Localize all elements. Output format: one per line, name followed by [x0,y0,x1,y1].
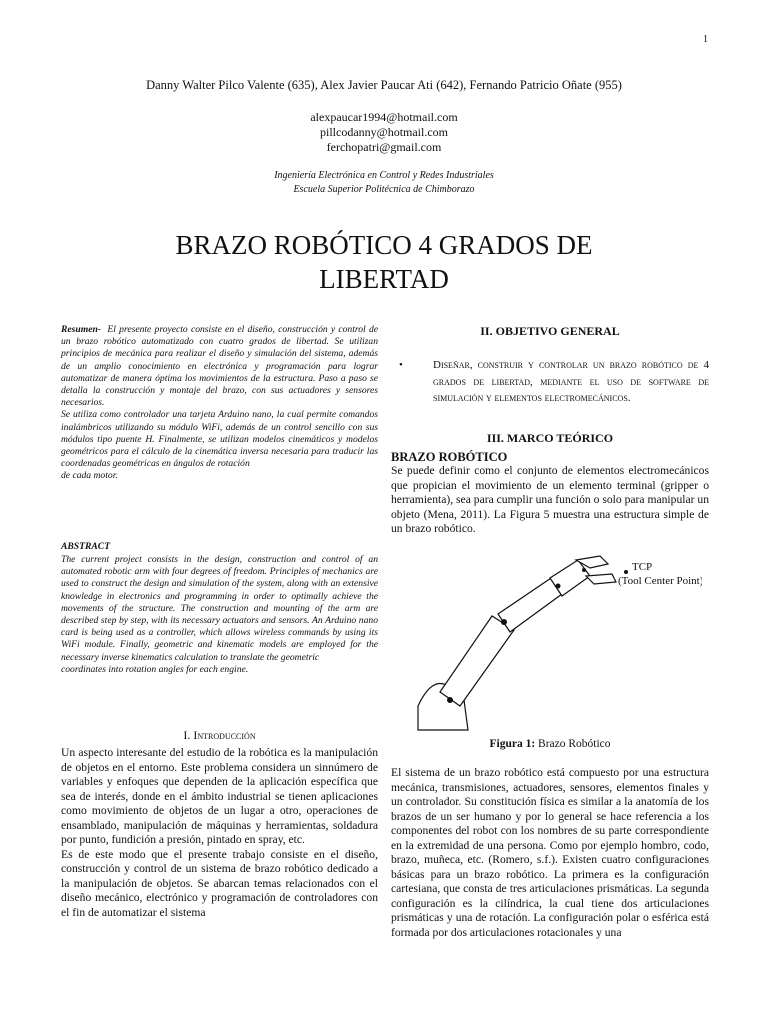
intro-body [61,746,378,920]
joint [556,584,561,589]
arm-upper-link [498,576,562,632]
authors: Danny Walter Pilco Valente (635), Alex Javier Paucar Ati (642), Fernando Patricio Oñate (955) [146,78,622,92]
right-paragraph: El sistema de un brazo robótico está compuesto por una estructura mecánica, transmisiones, actuadores, sensores, elementos finales y un controlador. Su constitución física es similar a la anatomía de los brazos de un ser humano y por lo general se hace referencia a los componentes del robot con los nombres de su parte correspondiente en la extremidad de una persona. Como por ejemplo hombro, codo, brazo, muñeca, etc. (Romero, s.f.). Existen cuatro configuraciones básicas para un brazo robótico. La primera es la configuración cartesiana, que consta de tres articulaciones prismáticas. La segunda configuración es la cilíndrica, la cual tiene dos articulaciones prismáticas y una de rotación. La configuración polar o esférica está formada por dos articulaciones rotacionales y una [391,766,709,939]
tcp-point [624,570,628,574]
email: pillcodanny@hotmail.com [319,125,449,139]
subsection-heading: BRAZO ROBÓTICO [391,450,508,464]
intro-paragraph: Es de este modo que el presente trabajo consiste en el diseño, construcción y control de un sistema de brazo robótico dedicado a la manipulación de objetos. Se abarcan temas relacionados con el diseño mecánico, electrónico y programación de controladores con el fin de automatizar el sistema [61,847,378,919]
affiliation-school: Escuela Superior Politécnica de Chimborazo [293,184,475,195]
joint [501,619,507,625]
abstract [61,554,378,676]
marco-paragraph: Se puede definir como el conjunto de elementos electromecánicos que propician el movimiento de un elemento terminal (gripper o herramienta), sea para cumplir una función o solo para manipular un objeto (Mena, 2011). La Figura 5 muestra una estructura simple de un brazo robótico. [391,464,709,535]
resumen-paragraph: El presente proyecto consiste en el diseño, construcción y control de un brazo robótico automatizado con cuatro grados de libertad. Se utilizan principios de mecánica para realizar el diseño y simulación del sistema, además de un amplio conocimiento en electrónica y programación para lograr automatizar de manera óptima los movimientos de la estructura. Paso a paso se detalla la construcción y montaje del brazo, con sus actuadores y sensores necesarios. [61,324,378,409]
title-line: LIBERTAD [319,264,449,294]
email: ferchopatri@gmail.com [326,140,442,154]
robot-arm-figure [402,552,702,742]
bullet-icon: • [399,359,403,371]
objective-bullet [399,357,709,407]
resumen-paragraph: Se utiliza como controlador una tarjeta Arduino nano, la cual permite comandos inalámbricos utilizando su módulo WiFi, además de un control sencillo con sus módulos tipo puente H. Finalmente, se utilizan modelos cinemáticos y modelos geométricos para el cálculo de la cinemática inversa necesaria para traducir las coordenadas geométricas en ángulos de rotación [61,409,378,470]
section-heading-marco: III. MARCO TEÓRICO [486,431,614,445]
affiliation [0,169,768,197]
abstract-heading: ABSTRACT [61,541,111,552]
page-number: 1 [703,34,708,45]
resumen [61,324,378,483]
arm-lower-link [440,616,514,706]
author-emails [0,110,768,155]
section-heading-objetivo: II. OBJETIVO GENERAL [480,324,620,338]
section-number: I. [183,728,191,742]
section-title: Introducción [193,728,256,742]
affiliation-program: Ingeniería Electrónica en Control y Redes Industriales [274,170,494,181]
gripper-jaw [586,574,616,584]
abstract-paragraph: coordinates into rotation angles for each engine. [61,663,249,675]
resumen-lead: Resumen- [61,324,101,335]
resumen-paragraph: de cada motor. [61,470,118,482]
tcp-full-label: (Tool Center Point) [618,575,702,587]
paper-title [0,228,768,296]
joint [582,568,586,572]
joint [447,697,453,703]
caption-label: Figura 1: [489,738,536,750]
robot-arm-diagram [402,552,702,742]
title-line: BRAZO ROBÓTICO 4 GRADOS DE [175,230,593,260]
objective-text: Diseñar, construir y controlar un brazo robótico de 4 grados de libertad, mediante el uso de software de simulación y elementos electromecánicos. [433,359,709,404]
intro-paragraph: Un aspecto interesante del estudio de la robótica es la manipulación de objetos en el entorno. Este problema considera un sinnúmero de variables y enfoques que dependen de la aplicación específica que sea de interés, donde en el ámbito industrial se tienen aplicaciones como movimiento de objetos de un lugar a otro, operaciones de ensamblado, manipulación de máquinas y herramientas, soldadura por punto, fundición a presión, pintado en spray, etc. [61,746,378,846]
abstract-paragraph: The current project consists in the design, construction and control of an automated robotic arm with four degrees of freedom. Principles of mechanics are used to construct the design and simulation of the system, along with an extensive knowledge in electronics and programming in order to optimally achieve the movements of the structure. The construction and mounting of the arm are described step by step, with its necessary actuators and sensors. An Arduino nano card is being used as a controller, which allows wireless commands by using its WiFi module. Finally, geometric and kinematic models are employed for the necessary inverse kinematics calculation to translate the geometric [61,554,378,663]
section-heading-intro [61,728,378,743]
email: alexpaucar1994@hotmail.com [310,110,458,124]
figure-caption [391,738,709,750]
caption-text: Brazo Robótico [535,738,611,750]
tcp-label: TCP [632,561,653,573]
